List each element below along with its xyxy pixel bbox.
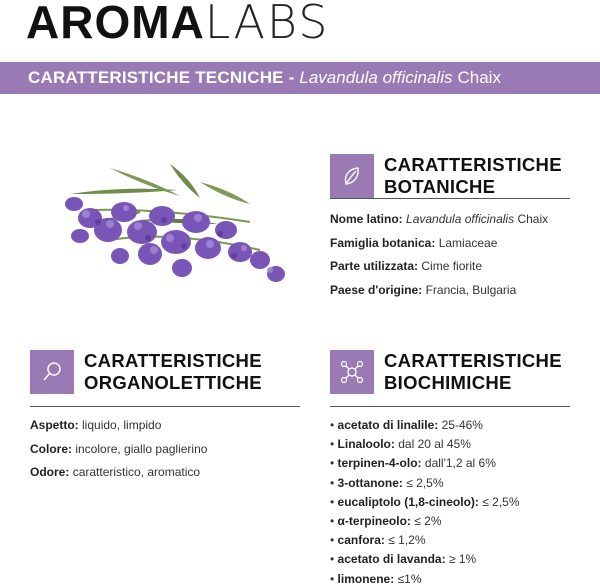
list-item: • Linaloolo: dal 20 al 45% [330, 437, 471, 452]
detail-row: Colore: incolore, giallo paglierino [30, 441, 208, 456]
list-item: • 3-ottanone: ≤ 2,5% [330, 475, 444, 490]
biochemical-title [384, 350, 562, 394]
detail-row: Aspetto: liquido, limpido [30, 418, 162, 432]
list-item: • α-terpineolo: ≤ 2% [330, 514, 442, 529]
banner-separator: - [288, 68, 295, 87]
list-item: • terpinen-4-olo: dall'1,2 al 6% [330, 456, 496, 471]
magnifier-icon [30, 350, 74, 394]
botanical-title-line2: BOTANICHE [384, 176, 496, 197]
leaf-icon [330, 154, 374, 198]
detail-row: Odore: caratteristico, aromatico [30, 465, 201, 479]
list-item: • limonene: ≤1% [330, 571, 422, 586]
botanical-header [330, 154, 562, 198]
organoleptic-divider [30, 406, 300, 407]
logo-light-text: LABS [204, 0, 330, 49]
logo-strong-text: AROMA [26, 0, 205, 48]
title-banner [0, 62, 600, 94]
list-item: • canfora: ≤ 1,2% [330, 533, 426, 548]
detail-row: Parte utilizzata: Cime fiorite [330, 259, 483, 273]
biochemical-title-line1: CARATTERISTICHE [384, 350, 562, 371]
organoleptic-details [30, 414, 207, 485]
detail-row: Paese d'origine: Francia, Bulgaria [330, 282, 517, 297]
banner-latin-name: Lavandula officinalis [299, 68, 453, 87]
botanical-divider [330, 198, 570, 199]
botanical-title-line1: CARATTERISTICHE [384, 154, 562, 175]
brand-logo [26, 0, 330, 49]
biochemical-divider [330, 406, 570, 407]
detail-row: Famiglia botanica: Lamiaceae [330, 235, 498, 250]
organoleptic-title-line1: CARATTERISTICHE [84, 350, 262, 371]
banner-title: CARATTERISTICHE TECNICHE [28, 68, 284, 87]
lavender-photo [50, 160, 290, 290]
list-item: • acetato di lavanda: ≥ 1% [330, 552, 477, 567]
biochemical-title-line2: BIOCHIMICHE [384, 372, 512, 393]
botanical-details [330, 208, 548, 302]
detail-row: Nome latino: Lavandula officinalis Chaix [330, 212, 549, 226]
list-item: • acetato di linalile: 25-46% [330, 418, 483, 432]
organoleptic-header [30, 350, 262, 394]
list-item: • eucaliptolo (1,8-cineolo): ≤ 2,5% [330, 494, 520, 509]
organoleptic-title-line2: ORGANOLETTICHE [84, 372, 262, 393]
biochemical-header [330, 350, 562, 394]
banner-author: Chaix [457, 68, 501, 87]
biochemical-list [330, 416, 520, 586]
botanical-title [384, 154, 562, 198]
organoleptic-title [84, 350, 262, 394]
molecule-icon [330, 350, 374, 394]
